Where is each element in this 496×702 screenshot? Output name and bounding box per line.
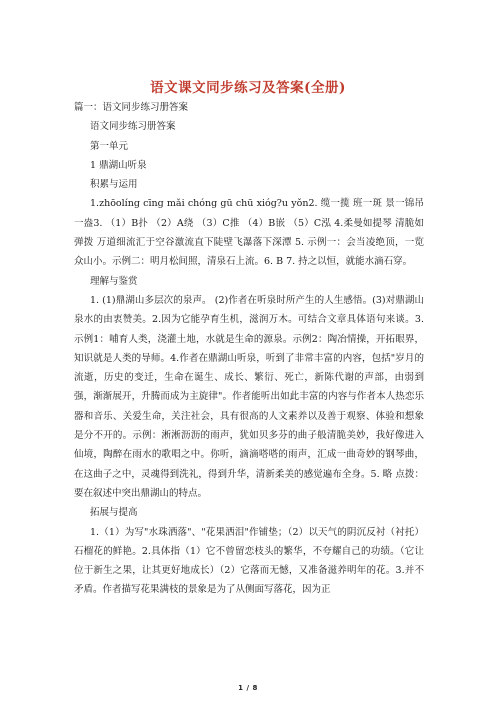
answer-paragraph: 1. (1)鼎湖山多层次的泉声。 (2)作者在听泉时所产生的人生感悟。(3)对鼎湖山泉水的由衷赞美。2.因为它能孕育生机，滋润万木。可结合文章具体语句来谈。3.示例1：哺育人类，浇灌土地，水就是生命的源泉。示例2：陶冶情操，开拓眼界，知识就是人类的导师。4.作者在鼎湖山听泉，听到了非常丰富的内容，包括"岁月的流逝，历史的变迁，生命在诞生、成长、繁衍、死亡，新陈代谢的声部，由弱到强，渐渐展开，升腾而成为主旋律"。作者能听出如此丰富的内容与作者本人热恋乐器和音乐、关爱生命，关注社会，具有很高的人文素养以及善于观察、体验和想象是分不开的。示例：淅淅沥沥的雨声，犹如贝多芬的曲子般清脆美妙，我好像进入仙境，陶醉在雨水的歌唱之中。你听，滴滴嗒嗒的雨声，汇成一曲奇妙的钢琴曲，在这曲子之中，灵魂得到洗礼，得到升华，清新柔美的感觉遍布全身。5. 略 点拨：要在叙述中突出鼎湖山的特点。 <box>74 294 424 499</box>
page-indicator: 1 / 8 <box>238 684 258 692</box>
section-title: 语文同步练习册答案 <box>90 121 176 133</box>
answer-paragraph: 1.（1）为写"水珠洒落"、"花果洒泪"作铺垫；（2）以天气的阴沉反衬（衬托）石榴花的鲜艳。2.具体指（1）它不曾留恋枝头的繁华，不夸耀自己的功绩。（它让位于新生之果，让其更好地成长）（2）它落而无憾，又准备滋养明年的花。3.并不矛盾。作者描写花果满枝的景象是为了从侧面写落花，因为正 <box>74 526 424 596</box>
article-heading: 篇一：语文同步练习册答案 <box>74 102 189 113</box>
subsection-heading: 理解与鉴赏 <box>90 275 138 287</box>
lesson-heading: 1 鼎湖山听泉 <box>90 159 147 171</box>
subsection-heading: 拓展与提高 <box>90 507 138 519</box>
document-body <box>74 98 424 600</box>
unit-heading: 第一单元 <box>90 140 129 152</box>
answer-paragraph: 1.zhōolíng cīng mǎi chóng gū chū xióg?u yǒn2. 缆一揽 班一斑 景一锦吊一盎3. （1）B扑 （2）A绕 （3）C推 （4）B嵌 （5）C泓 4.柔曼如提琴 清脆如弹拨 万道细流汇于空谷激流直下陡壁飞瀑落下深潭 5. 示例一：会当凌绝顶，一览众山小。示例二：明月松间照，清泉石上流。6. B 7. 持之以恒，就能水滴石穿。 <box>74 198 424 268</box>
subsection-heading: 积累与运用 <box>90 179 138 191</box>
document-title: 语文课文同步练习及答案(全册) <box>150 80 346 96</box>
